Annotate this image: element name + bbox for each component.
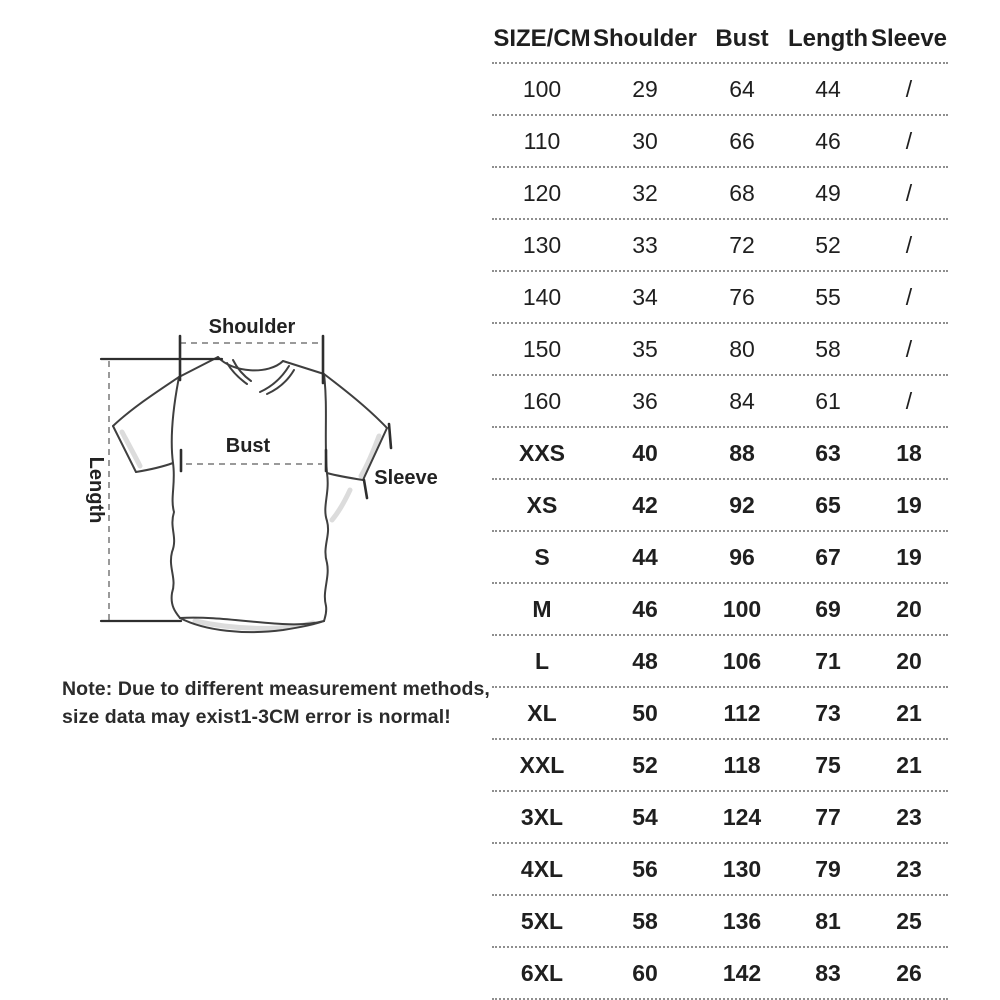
table-cell: 80 [729, 335, 755, 362]
table-cell: / [905, 283, 913, 310]
table-cell: 46 [815, 127, 841, 154]
table-header-row [492, 16, 948, 64]
table-cell: / [905, 127, 913, 154]
table-cell: S [534, 543, 550, 570]
table-cell: M [532, 595, 552, 622]
table-cell: 140 [522, 283, 562, 310]
table-cell: 56 [632, 855, 658, 882]
table-cell: 23 [896, 855, 922, 882]
table-cell: 66 [729, 127, 755, 154]
table-cell: 130 [722, 855, 762, 882]
table-row [492, 844, 948, 896]
table-row [492, 532, 948, 584]
table-cell: XL [527, 699, 557, 726]
bust-label: Bust [225, 435, 271, 457]
table-cell: 42 [632, 491, 658, 518]
table-cell: 60 [632, 959, 658, 986]
table-cell: 46 [632, 595, 658, 622]
table-cell: 106 [722, 647, 762, 674]
table-cell: 52 [632, 751, 658, 778]
table-cell: 65 [815, 491, 841, 518]
table-cell: 110 [523, 127, 561, 154]
table-cell: XXS [518, 439, 566, 466]
table-row [492, 792, 948, 844]
table-row [492, 948, 948, 1000]
size-table [492, 16, 948, 1000]
header-cell: Shoulder [592, 25, 697, 52]
table-cell: 73 [815, 699, 841, 726]
table-cell: 36 [632, 387, 658, 414]
table-cell: 30 [632, 127, 658, 154]
note-line-2: size data may exist1-3CM error is normal! [62, 706, 451, 728]
header-cell: Sleeve [870, 25, 948, 52]
table-row [492, 220, 948, 272]
table-cell: 32 [632, 179, 658, 206]
table-cell: 6XL [520, 959, 564, 986]
table-cell: 61 [815, 387, 841, 414]
table-cell: 44 [815, 75, 841, 102]
table-cell: 40 [632, 439, 658, 466]
table-cell: 69 [815, 595, 841, 622]
table-cell: / [905, 231, 913, 258]
table-cell: 23 [896, 803, 922, 830]
table-cell: 18 [896, 439, 922, 466]
table-row [492, 116, 948, 168]
table-cell: 3XL [520, 803, 564, 830]
table-row [492, 324, 948, 376]
table-cell: 4XL [520, 855, 564, 882]
table-cell: 34 [632, 283, 658, 310]
table-cell: 48 [632, 647, 658, 674]
table-cell: 64 [729, 75, 755, 102]
table-cell: 100 [722, 595, 762, 622]
table-cell: 33 [632, 231, 658, 258]
table-cell: 77 [815, 803, 841, 830]
table-cell: 19 [896, 543, 922, 570]
tshirt-measurement-diagram [50, 300, 470, 660]
table-cell: 92 [729, 491, 755, 518]
table-cell: 5XL [520, 907, 564, 934]
table-cell: 21 [896, 751, 922, 778]
table-cell: 76 [729, 283, 755, 310]
table-cell: 83 [815, 959, 841, 986]
table-cell: 52 [815, 231, 841, 258]
table-cell: 118 [723, 751, 761, 778]
table-cell: 58 [632, 907, 658, 934]
table-cell: 63 [815, 439, 841, 466]
table-cell: 67 [815, 543, 841, 570]
table-cell: 19 [896, 491, 922, 518]
tshirt-diagram-icon [50, 300, 470, 660]
table-cell: 26 [896, 959, 922, 986]
table-cell: 25 [896, 907, 922, 934]
table-cell: 130 [522, 231, 562, 258]
table-row [492, 584, 948, 636]
table-cell: 79 [815, 855, 841, 882]
table-cell: 21 [896, 699, 922, 726]
table-cell: 49 [815, 179, 841, 206]
table-cell: 72 [729, 231, 755, 258]
header-cell: SIZE/CM [493, 25, 591, 52]
table-cell: 96 [729, 543, 755, 570]
table-cell: / [905, 179, 913, 206]
table-row [492, 168, 948, 220]
table-cell: 29 [632, 75, 658, 102]
table-cell: 150 [522, 335, 562, 362]
table-cell: / [905, 335, 913, 362]
table-cell: / [905, 75, 913, 102]
sleeve-label: Sleeve [374, 467, 438, 489]
tshirt-shading [122, 432, 379, 628]
table-cell: 71 [815, 647, 841, 674]
header-cell: Bust [715, 25, 769, 52]
table-cell: / [905, 387, 913, 414]
table-cell: XS [526, 491, 558, 518]
table-cell: 68 [729, 179, 755, 206]
table-cell: 20 [896, 647, 922, 674]
table-cell: 160 [522, 387, 562, 414]
table-cell: 50 [632, 699, 658, 726]
header-cell: Length [788, 25, 868, 52]
table-cell: 84 [729, 387, 755, 414]
table-row [492, 480, 948, 532]
table-row [492, 740, 948, 792]
table-cell: 100 [522, 75, 562, 102]
table-cell: 124 [722, 803, 762, 830]
table-cell: 88 [729, 439, 755, 466]
table-row [492, 376, 948, 428]
table-cell: 54 [632, 803, 658, 830]
shoulder-label: Shoulder [208, 316, 296, 338]
table-cell: 81 [815, 907, 841, 934]
table-cell: XXL [519, 751, 565, 778]
table-row [492, 272, 948, 324]
table-cell: 75 [815, 751, 841, 778]
table-cell: 142 [722, 959, 762, 986]
table-cell: 55 [815, 283, 841, 310]
table-cell: L [534, 647, 550, 674]
table-cell: 20 [896, 595, 922, 622]
measurement-note [62, 675, 492, 731]
table-row [492, 896, 948, 948]
table-cell: 35 [632, 335, 658, 362]
table-row [492, 64, 948, 116]
measurement-annotations [85, 316, 438, 621]
length-label: Length [85, 456, 107, 524]
table-cell: 112 [723, 699, 761, 726]
table-row [492, 428, 948, 480]
table-cell: 136 [722, 907, 762, 934]
note-line-1: Note: Due to different measurement methods, [62, 678, 490, 700]
table-cell: 58 [815, 335, 841, 362]
table-cell: 44 [632, 543, 658, 570]
table-row [492, 688, 948, 740]
table-cell: 120 [522, 179, 562, 206]
table-row [492, 636, 948, 688]
